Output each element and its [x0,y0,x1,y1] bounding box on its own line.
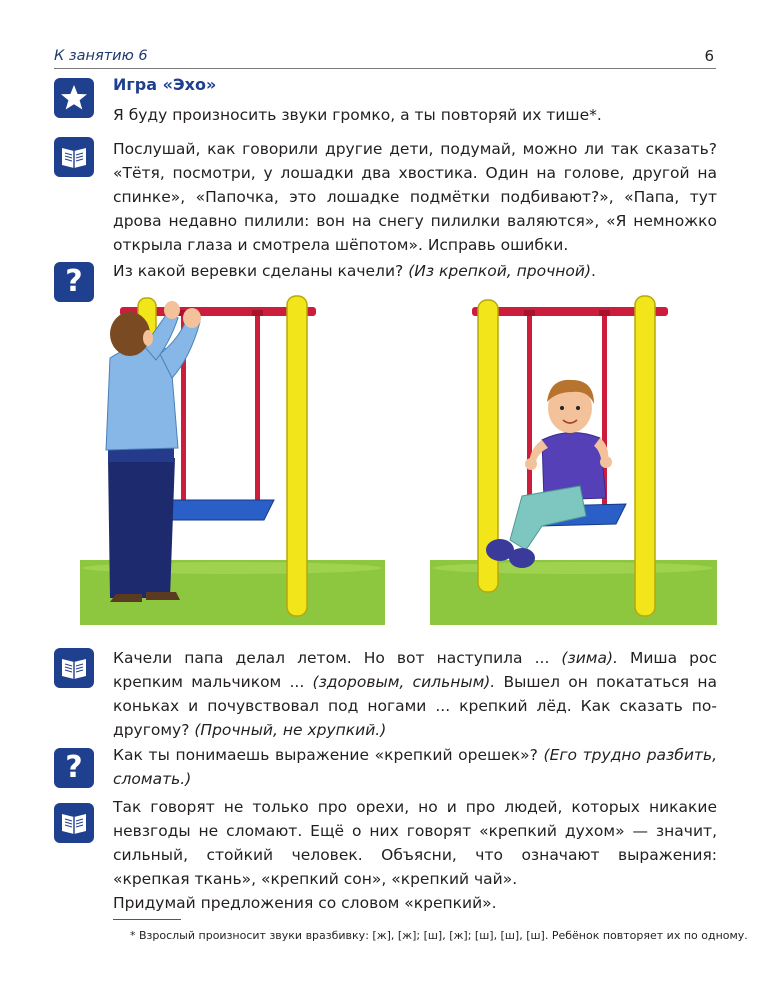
winter-text-3: Вышел он покататься на коньках и почувствовал под ногами ... крепкий лёд. Как сказать по-другому? [113,673,717,739]
winter-answer-1: (зима). [561,649,618,667]
winter-text-1: Качели папа делал летом. Но вот наступила ... [113,649,562,667]
boy-on-swing-illustration [430,288,735,625]
question-icon: ? [54,262,94,302]
winter-answer-3: (Прочный, не хрупкий.) [194,721,387,739]
nut-answer: (Его трудно разбить, сломать.) [113,746,718,788]
people-text: Так говорят не только про орехи, но и про людей, которых никакие невзгоды не сломают. Ещё о них говорят «крепкий духом» — значит, сильный, стойкий человек. Объясни, что означают выражения: «крепкая ткань», «крепкий сон», «крепкий чай». [113,798,717,888]
question-icon: ? [54,748,94,788]
game-instruction-block [113,103,717,127]
game-instruction: Я буду произносить звуки громко, а ты повторяй их тише*. [113,106,602,124]
rope-answer: (Из крепкой, прочной) [408,262,591,280]
listen-text: Послушай, как говорили другие дети, подумай, можно ли так сказать? «Тётя, посмотри, у лошадки два хвостика. Один на голове, другой на спинке», «Папочка, это лошадке подмётки подбивают?», «Папа, тут дрова недавно пилили: вон на снегу пилилки валяются», «Я немножко открыла глаза и смотрела шёпотом». Исправь ошибки. [113,140,717,254]
people-block [113,795,717,915]
game-title: Игра «Эхо» [113,75,217,94]
footnote: * Взрослый произносит звуки вразбивку: [ж], [ж]; [ш], [ж]; [ш], [ш], [ш]. Ребёнок повторяет их по одному. [130,929,748,942]
rope-question: Из какой веревки сделаны качели? [113,262,409,280]
winter-text-2: Миша рос крепким мальчиком ... [113,649,717,691]
book-icon [54,803,94,843]
lesson-label: К занятию 6 [54,48,148,64]
star-icon [54,78,94,118]
page-header [54,46,716,69]
page-number: 6 [704,47,714,65]
nut-question: Как ты понимаешь выражение «крепкий орешек»? [113,746,544,764]
rope-end: . [591,262,596,280]
nut-question-block [113,743,717,791]
father-and-empty-swing-illustration [80,288,385,625]
people-text-2: Придумай предложения со словом «крепкий». [113,894,497,912]
rope-question-block [113,259,717,283]
footnote-divider [113,919,181,920]
listen-block [113,137,717,257]
winter-block [113,646,717,742]
book-icon [54,137,94,177]
book-icon [54,648,94,688]
winter-answer-2: (здоровым, сильным). [312,673,496,691]
